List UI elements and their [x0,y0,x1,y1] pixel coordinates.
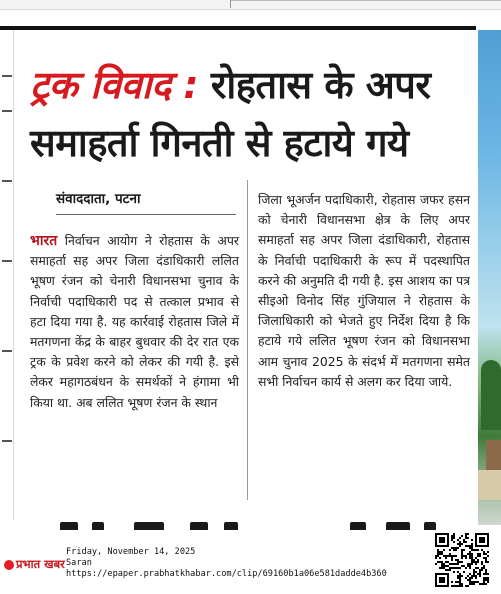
tree-shape [481,360,501,430]
column-1-text: निर्वाचन आयोग ने रोहतास के अपर समाहर्ता सह अपर जिला दंडाधिकारी ललित भूषण रंजन को चेनारी विधानसभा चुनाव के निर्वाची पदाधिकारी पद से तत्काल प्रभाव से हटा दिया गया है. यह कार्रवाई रोहतास जिले में मतगणना केंद्र के बाहर बुधवार की देर रात एक ट्रक के प्रवेश करने को लेकर की गयी है. इसे लेकर महागठबंधन के समर्थकों ने हंगामा भी किया था. अब ललित भूषण रंजन के स्थान [30,233,239,410]
cropped-text-fragment [2,260,12,262]
cropped-glyph [386,522,410,530]
cropped-text-fragment [2,75,12,77]
cropped-glyph [60,522,78,530]
cropped-glyph [190,522,208,530]
clip-date: Friday, November 14, 2025 [66,547,196,557]
cropped-text-fragment [2,440,12,442]
logo-text: प्रभात खबर [16,557,65,571]
headline-line1: रोहतास के अपर [210,63,431,107]
cropped-next-headline [14,518,476,530]
top-divider [230,0,501,4]
cropped-glyph [134,522,164,530]
headline-line2: समाहर्ता गिनती से हटाये गये [30,121,409,165]
top-tick [230,0,231,8]
cropped-text-fragment [2,180,12,182]
previous-clip-edge [0,0,501,10]
section-rule [0,26,476,30]
cropped-glyph [350,522,366,530]
qr-code-icon[interactable] [433,531,491,589]
cropped-glyph [424,522,436,530]
byline [56,188,240,207]
cropped-glyph [224,522,238,530]
dateline: भारत [30,233,58,249]
adjacent-photo-fragment [478,30,501,525]
article-column-2 [258,190,470,392]
byline-text: संवाददाता, पटना [56,191,141,207]
clip-edition: Saran [66,558,92,568]
byline-rule [56,214,236,215]
column-divider [247,180,248,500]
clip-metadata [66,547,387,580]
article-column-1 [30,231,239,413]
cropped-glyph [92,522,104,530]
clip-url[interactable]: https://epaper.prabhatkhabar.com/clip/69160b1a06e581dadde4b360 [66,569,387,579]
sun-icon [4,560,14,570]
column-2-text: जिला भूअर्जन पदाधिकारी, रोहतास जफर हसन को चेनारी विधानसभा क्षेत्र के लिए अपर समाहर्ता सह अपर जिला दंडाधिकारी, रोहतास के निर्वाची पदाधिकारी के रूप में पदस्थापित करने की अनुमति दी गयी है. इस आशय का पत्र सीइओ विनोद सिंह गुंजियाल ने रोहतास के जिलाधिकारी को भेजते हुए निर्देश दिया है कि हटाये गये ललित भूषण रंजन को विधानसभा आम चुनाव 2025 के संदर्भ में मतगणना समेत सभी निर्वाचन कार्य से अलग कर दिया जाये. [258,192,470,389]
cropped-left-column [0,30,14,520]
cropped-text-fragment [2,110,12,112]
ground-shape [478,470,501,500]
cropped-text-fragment [2,350,12,352]
prabhat-khabar-logo [4,554,65,576]
article-headline [30,56,475,172]
headline-accent: ट्रक विवाद : [30,63,199,107]
